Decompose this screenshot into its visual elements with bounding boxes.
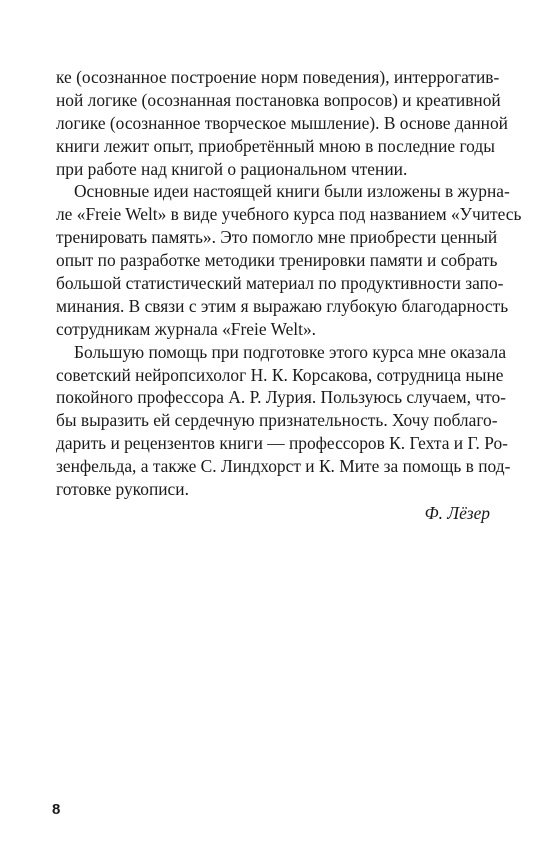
text-line: советский нейропсихолог Н. К. Корсакова, сотрудница ныне — [56, 364, 504, 385]
text-line: бы выразить ей сердечную признательность. Хочу поблаго- — [56, 410, 498, 431]
text-line: ке (осознанное построение норм поведения), интеррогатив- — [56, 67, 500, 87]
text-line: зенфельда, а также С. Линдхорст и К. Мите за помощь в под- — [56, 456, 511, 477]
text-line: логике (осознанное творческое мышление). В основе данной — [56, 112, 508, 133]
text-line: минания. В связи с этим я выражаю глубокую благодарность — [56, 295, 509, 316]
text-line: покойного профессора А. Р. Лурия. Пользуюсь случаем, что- — [56, 387, 506, 408]
text-line: готовке рукописи. — [56, 479, 189, 500]
author-signature: Ф. Лёзер — [424, 502, 490, 523]
text-line: сотрудникам журнала «Freie Welt». — [56, 318, 317, 339]
page-body — [56, 66, 522, 525]
text-line: опыт по разработке методики тренировки памяти и собрать — [56, 250, 498, 271]
text-line: большой статистический материал по продуктивности запо- — [56, 273, 504, 294]
text-line: дарить и рецензентов книги — профессоров К. Гехта и Г. Ро- — [56, 433, 508, 454]
text-line: Большую помощь при подготовке этого курса мне оказала — [74, 341, 507, 362]
text-line: ной логике (осознанная постановка вопросов) и креативной — [56, 89, 501, 110]
text-line: ле «Freie Welt» в виде учебного курса под названием «Учитесь — [56, 204, 522, 225]
text-line: Основные идеи настоящей книги были изложены в журна- — [74, 181, 510, 202]
page-number: 8 — [52, 801, 61, 818]
text-line: тренировать память». Это помогло мне приобрести ценный — [56, 227, 498, 248]
text-line: книги лежит опыт, приобретённый мною в последние годы — [56, 135, 495, 156]
text-line: при работе над книгой о рациональном чтении. — [56, 158, 408, 179]
